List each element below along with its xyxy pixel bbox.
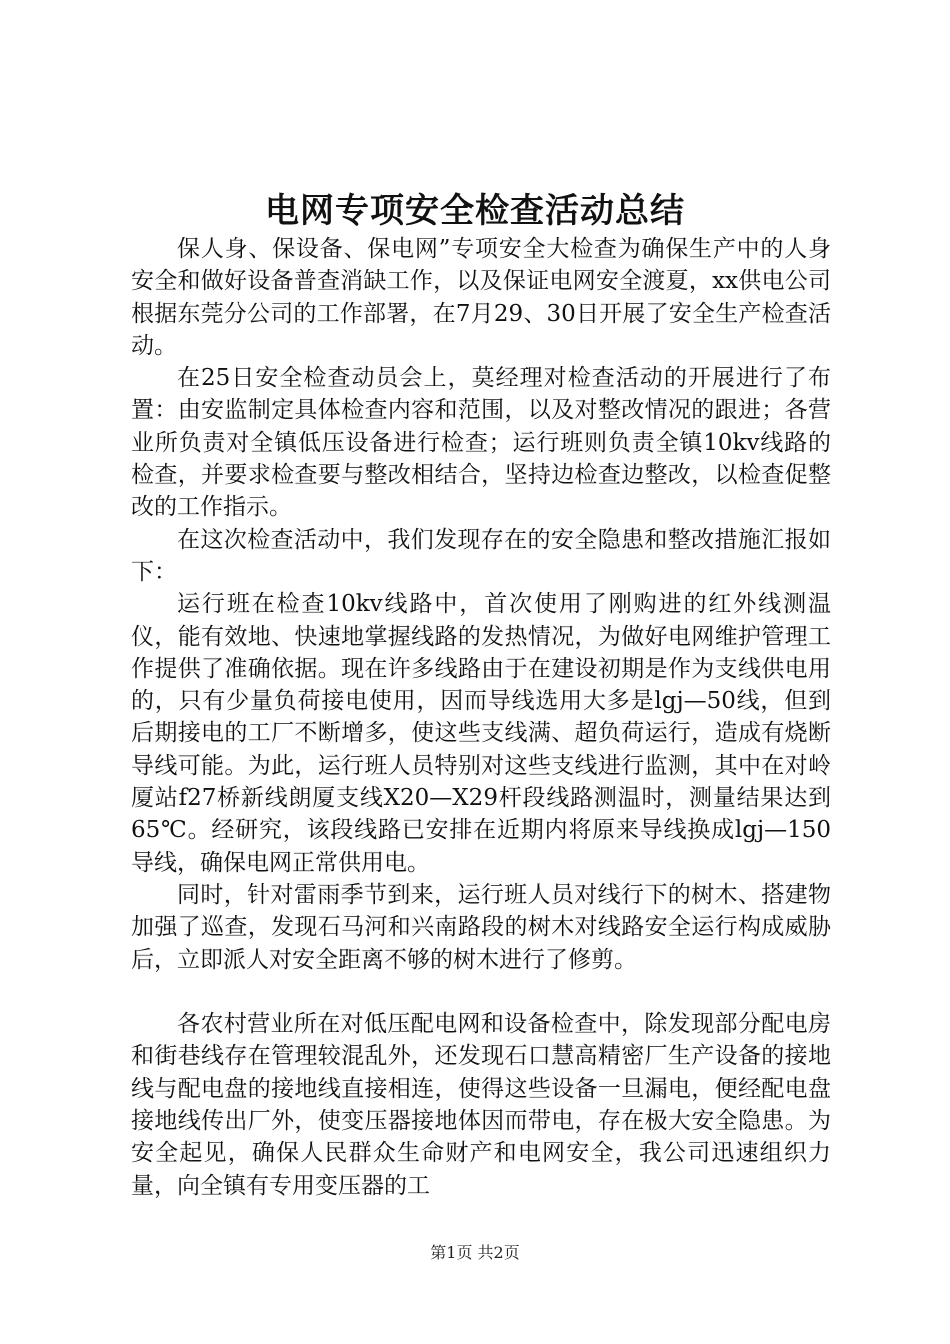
document-body <box>131 233 831 1202</box>
paragraph-rural-offices: 各农村营业所在对低压配电网和设备检查中，除发现部分配电房和街巷线存在管理较混乱外，还发现石口慧高精密厂生产设备的接地线与配电盘的接地线直接相连，使得这些设备一旦漏电，便经配电盘接地线传出厂外，使变压器接地体因而带电，存在极大安全隐患。为安全起见，确保人民群众生命财产和电网安全，我公司迅速组织力量，向全镇有专用变压器的工 <box>131 1011 831 1199</box>
page-number-footer: 第1页 共2页 <box>430 1243 520 1262</box>
paragraph-gap <box>131 976 831 1008</box>
paragraph-meeting: 在25日安全检查动员会上，莫经理对检查活动的开展进行了布置：由安监制定具体检查内容和范围，以及对整改情况的跟进；各营业所负责对全镇低压设备进行检查；运行班则负责全镇10kv线路的检查，并要求检查要与整改相结合，坚持边检查边整改，以检查促整改的工作指示。 <box>131 365 831 521</box>
paragraph-report-lead: 在这次检查活动中，我们发现存在的安全隐患和整改措施汇报如下： <box>131 526 831 585</box>
document-title: 电网专项安全检查活动总结 <box>265 191 685 231</box>
paragraph-tree-trimming: 同时，针对雷雨季节到来，运行班人员对线行下的树木、搭建物加强了巡查，发现石马河和兴南路段的树木对线路安全运行构成威胁后，立即派人对安全距离不够的树木进行了修剪。 <box>131 881 831 973</box>
paragraph-line-inspection: 运行班在检查10kv线路中，首次使用了刚购进的红外线测温仪，能有效地、快速地掌握线路的发热情况，为做好电网维护管理工作提供了准确依据。现在许多线路由于在建设初期是作为支线供电用的，只有少量负荷接电使用，因而导线选用大多是lgj—50线，但到后期接电的工厂不断增多，使这些支线满、超负荷运行，造成有烧断导线可能。为此，运行班人员特别对这些支线进行监测，其中在对岭厦站f27桥新线朗厦支线X20—X29杆段线路测温时，测量结果达到65℃。经研究，该段线路已安排在近期内将原来导线换成lgj—150导线，确保电网正常供用电。 <box>131 591 831 876</box>
paragraph-intro: 保人身、保设备、保电网”专项安全大检查为确保生产中的人身安全和做好设备普查消缺工作，以及保证电网安全渡夏，xx供电公司根据东莞分公司的工作部署，在7月29、30日开展了安全生产检查活动。 <box>131 236 831 359</box>
